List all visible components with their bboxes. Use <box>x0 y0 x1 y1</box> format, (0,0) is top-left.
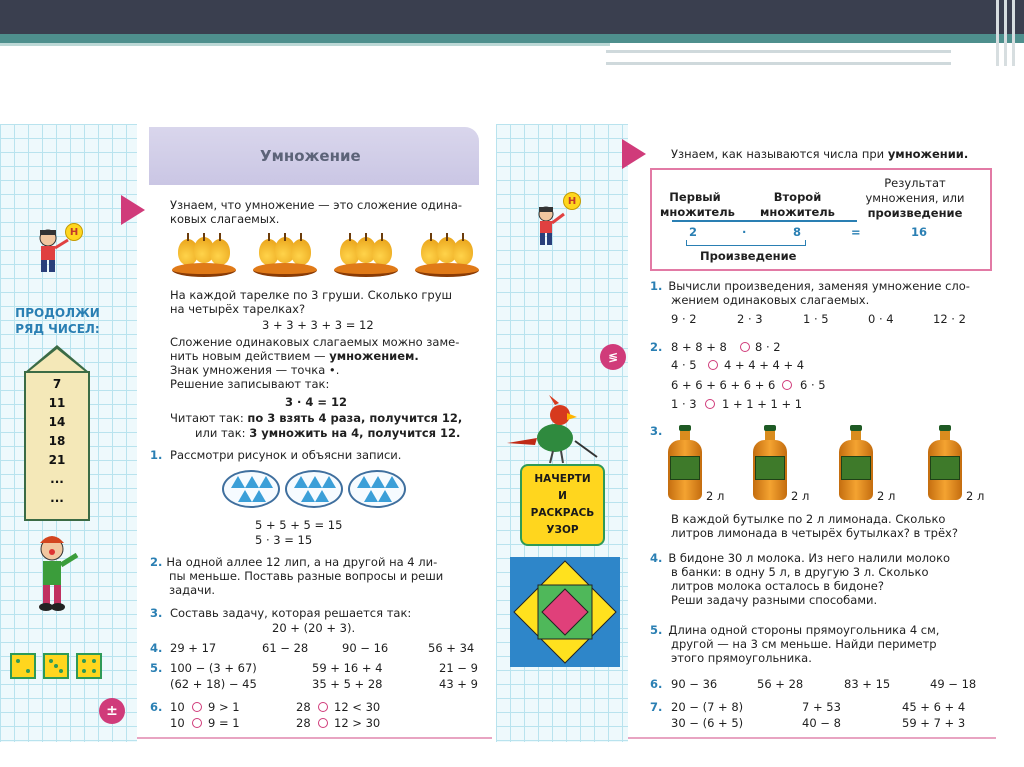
lemonade-bottle-image <box>668 428 702 500</box>
task-6-item: 28 <box>296 700 311 714</box>
right-task-1-item: 1 · 5 <box>803 312 829 326</box>
task-6-item: 9 = 1 <box>208 716 240 730</box>
arrow-marker-icon <box>121 195 145 225</box>
right-task-7-item: 59 + 7 + 3 <box>902 716 966 730</box>
pears-question: На каждой тарелке по 3 груши. Сколько груш на четырёх тарелках? <box>170 288 453 316</box>
lemonade-bottle-image <box>928 428 962 500</box>
right-task-7-item: 45 + 6 + 4 <box>902 700 966 714</box>
task-1: 1. Рассмотри рисунок и объясни записи. <box>150 448 402 462</box>
right-task-2-number: 2. <box>650 340 663 354</box>
task-5-item: 21 − 9 <box>439 661 478 675</box>
equals-sign: = <box>851 225 861 239</box>
right-intro-text: Узнаем, как называются числа при умножении. <box>671 147 969 161</box>
lemonade-bottle-image <box>753 428 787 500</box>
parrot-character-image <box>505 393 600 468</box>
draw-pattern-card <box>520 464 605 546</box>
sequence-item: 11 <box>48 396 66 410</box>
task-5-item: 35 + 5 + 28 <box>312 677 383 691</box>
dice-icon <box>76 653 102 679</box>
right-task-2-right: 8 · 2 <box>755 340 781 354</box>
sequence-item: 7 <box>52 377 62 391</box>
right-task-6-item: 56 + 28 <box>757 677 804 691</box>
right-task-3-number: 3. <box>650 424 663 438</box>
compare-circle-icon[interactable] <box>192 718 202 728</box>
compare-circle-icon[interactable] <box>740 342 750 352</box>
compare-circle-icon[interactable] <box>705 399 715 409</box>
draw-box-text: НАЧЕРТИ И РАСКРАСЬ УЗОР <box>530 473 595 536</box>
dice-icon <box>43 653 69 679</box>
task-5-item: 43 + 9 <box>439 677 478 691</box>
task-6-item: 12 < 30 <box>334 700 381 714</box>
bottle-volume-label: 2 л <box>791 489 810 503</box>
task-4-item: 29 + 17 <box>170 641 217 655</box>
slide-stripe <box>1004 0 1007 66</box>
task-6-item: 10 <box>170 700 185 714</box>
triangles-group-image <box>222 470 280 508</box>
right-task-1-item: 2 · 3 <box>737 312 763 326</box>
right-task-2-left: 8 + 8 + 8 <box>671 340 727 354</box>
sequence-heading-line1: ПРОДОЛЖИ <box>15 306 100 320</box>
triangles-group-image <box>348 470 406 508</box>
right-task-3-text: В каждой бутылке по 2 л лимонада. Сколько литров лимонада в четырёх бутылках? в трёх? <box>671 512 958 540</box>
slide-stripe <box>996 0 999 66</box>
lesson-title-tab <box>149 127 479 185</box>
right-task-4: 4. В бидоне 30 л молока. Из него налили молоко в банки: в одну 5 л, в другую 3 л. Сколько литров молока осталось в бидоне? Реши задачу разными способами. <box>650 551 951 607</box>
compare-circle-icon[interactable] <box>318 702 328 712</box>
right-task-1-item: 9 · 2 <box>671 312 697 326</box>
first-factor-label: Первый множитель <box>660 190 735 219</box>
explain-text: Сложение одинаковых слагаемых можно заме- нить новым действием — умножением. Знак умножения — точка •. Решение записывают так: <box>170 335 460 391</box>
number-sequence-house <box>24 345 90 521</box>
right-task-6-number: 6. <box>650 677 663 691</box>
right-task-1-item: 12 · 2 <box>933 312 966 326</box>
task-1-expr-1: 5 + 5 + 5 = 15 <box>255 518 343 532</box>
triangles-group-image <box>285 470 343 508</box>
task-5-item: (62 + 18) − 45 <box>170 677 257 691</box>
first-factor-value: 2 <box>689 225 698 239</box>
dice-icon <box>10 653 36 679</box>
page-bottom-rule <box>628 737 996 739</box>
task-6-item: 9 > 1 <box>208 700 240 714</box>
result-value: 16 <box>911 225 928 239</box>
sequence-item: ... <box>50 491 64 505</box>
right-task-6-item: 90 − 36 <box>671 677 718 691</box>
sequence-item: ... <box>50 472 64 486</box>
task-4-item: 90 − 16 <box>342 641 389 655</box>
task-2: 2. На одной аллее 12 лип, а на другой на 4 ли- пы меньше. Поставь разные вопросы и реши задачи. <box>150 555 444 597</box>
plate-with-pears-image <box>172 233 236 279</box>
task-3: 3. Составь задачу, которая решается так: <box>150 606 412 620</box>
right-task-5: 5. Длина одной стороны прямоугольника 4 см, другой — на 3 см меньше. Найди периметр этого прямоугольника. <box>650 623 940 665</box>
second-factor-value: 8 <box>793 225 802 239</box>
clown-character-image <box>30 535 85 613</box>
product-expression: 3 · 4 = 12 <box>285 395 348 409</box>
plate-with-pears-image <box>334 233 398 279</box>
task-5-item: 100 − (3 + 67) <box>170 661 257 675</box>
right-task-6-item: 49 − 18 <box>930 677 977 691</box>
sequence-heading-line2: РЯД ЧИСЕЛ: <box>15 322 100 336</box>
right-task-7-number: 7. <box>650 700 663 714</box>
page-bottom-rule <box>137 737 492 739</box>
slide-top-bar <box>0 0 1024 34</box>
product-label: Произведение <box>700 249 797 263</box>
compare-circle-icon[interactable] <box>708 360 718 370</box>
result-label: Результат умножения, или произведение <box>865 176 965 220</box>
right-task-2-right: 1 + 1 + 1 + 1 <box>722 397 803 411</box>
second-factor-label: Второй множитель <box>760 190 835 219</box>
right-task-1: 1. Вычисли произведения, заменяя умножение сло- жением одинаковых слагаемых. <box>650 279 970 307</box>
lesson-title: Умножение <box>260 147 361 165</box>
plate-with-pears-image <box>415 233 479 279</box>
sequence-item: 14 <box>48 415 66 429</box>
intro-text: Узнаем, что умножение — это сложение одина- ковых слагаемых. <box>170 198 463 226</box>
task-4-item: 61 − 28 <box>262 641 309 655</box>
task-3-expression: 20 + (20 + 3). <box>272 621 356 635</box>
slide-stripe <box>606 62 951 65</box>
letter-h-badge: Н <box>563 192 581 210</box>
bottle-volume-label: 2 л <box>966 489 985 503</box>
slide-stripe <box>606 50 951 53</box>
sequence-heading <box>10 305 105 337</box>
right-task-6-item: 83 + 15 <box>844 677 891 691</box>
dot-sign: · <box>742 225 747 239</box>
label-connector-line <box>672 220 857 222</box>
task-6-number: 6. <box>150 700 163 714</box>
letter-h-badge: Н <box>65 223 83 241</box>
task-6-item: 10 <box>170 716 185 730</box>
right-task-7-item: 40 − 8 <box>802 716 841 730</box>
task-4-number: 4. <box>150 641 163 655</box>
sum-expression: 3 + 3 + 3 + 3 = 12 <box>262 318 374 332</box>
slide-accent-line <box>0 43 610 46</box>
compare-circle-icon[interactable] <box>192 702 202 712</box>
right-task-2-left: 4 · 5 <box>671 358 697 372</box>
right-task-7-item: 20 − (7 + 8) <box>671 700 744 714</box>
compare-circle-icon[interactable] <box>782 380 792 390</box>
bottle-volume-label: 2 л <box>877 489 896 503</box>
bottle-volume-label: 2 л <box>706 489 725 503</box>
right-task-2-left: 1 · 3 <box>671 397 697 411</box>
compare-signs-icon: ≶ <box>600 344 626 370</box>
sequence-item: 18 <box>48 434 66 448</box>
right-task-2-right: 4 + 4 + 4 + 4 <box>724 358 805 372</box>
plate-with-pears-image <box>253 233 317 279</box>
right-task-2-right: 6 · 5 <box>800 378 826 392</box>
read-line-2: или так: 3 умножить на 4, получится 12. <box>195 426 461 440</box>
slide-accent-band <box>0 34 1024 43</box>
arrow-marker-icon <box>622 139 646 169</box>
slide-stripe <box>1012 0 1015 66</box>
right-task-1-item: 0 · 4 <box>868 312 894 326</box>
plus-minus-icon: ± <box>99 698 125 724</box>
task-1-expr-2: 5 · 3 = 15 <box>255 533 313 547</box>
task-5-number: 5. <box>150 661 163 675</box>
product-bracket <box>686 240 806 246</box>
right-task-2-left: 6 + 6 + 6 + 6 + 6 <box>671 378 776 392</box>
compare-circle-icon[interactable] <box>318 718 328 728</box>
sequence-item: 21 <box>48 453 66 467</box>
read-line-1: Читают так: по 3 взять 4 раза, получится 12, <box>170 411 463 425</box>
right-task-7-item: 7 + 53 <box>802 700 841 714</box>
task-5-item: 59 + 16 + 4 <box>312 661 383 675</box>
right-task-7-item: 30 − (6 + 5) <box>671 716 744 730</box>
task-6-item: 28 <box>296 716 311 730</box>
task-4-item: 56 + 34 <box>428 641 475 655</box>
task-6-item: 12 > 30 <box>334 716 381 730</box>
lemonade-bottle-image <box>839 428 873 500</box>
geometric-pattern-image <box>510 557 620 667</box>
